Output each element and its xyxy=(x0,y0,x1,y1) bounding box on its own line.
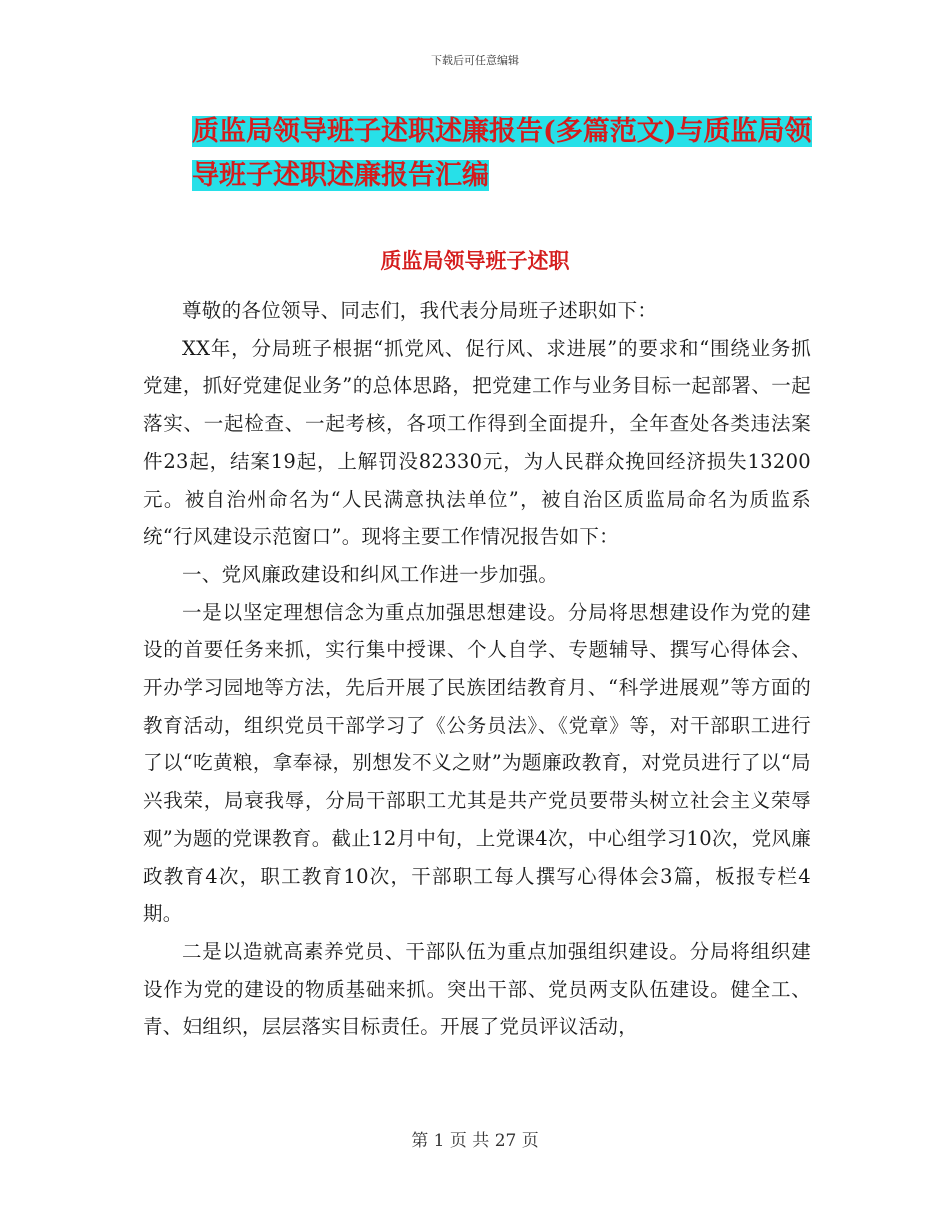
header-note: 下载后可任意编辑 xyxy=(431,54,519,67)
paragraph: 二是以造就高素养党员、干部队伍为重点加强组织建设。分局将组织建设作为党的建设的物质基础来抓。突出干部、党员两支队伍建设。健全工、青、妇组织，层层落实目标责任。开展了党员评议活动， xyxy=(143,939,811,1039)
section-title: 质监局领导班子述职 xyxy=(380,248,570,273)
paragraph: 一、党风廉政建设和纠风工作进一步加强。 xyxy=(182,562,559,586)
title-line-1: 质监局领导班子述职述廉报告(多篇范文)与质监局领 xyxy=(192,116,812,147)
paragraph: XX年，分局班子根据“抓党风、促行风、求进展”的要求和“围绕业务抓党建，抓好党建促业务”的总体思路，把党建工作与业务目标一起部署、一起落实、一起检查、一起考核，各项工作得到全面提升，全年查处各类违法案件23起，结案19起，上解罚没82330元，为人民群众挽回经济损失13200元。被自治州命名为“人民满意执法单位”，被自治区质监局命名为质监系统“行风建设示范窗口”。现将主要工作情况报告如下： xyxy=(143,336,811,549)
document-body xyxy=(143,292,811,1046)
page-number-footer: 第 1 页 共 27 页 xyxy=(411,1131,539,1151)
paragraph: 一是以坚定理想信念为重点加强思想建设。分局将思想建设作为党的建设的首要任务来抓，实行集中授课、个人自学、专题辅导、撰写心得体会、开办学习园地等方法，先后开展了民族团结教育月、“科学进展观”等方面的教育活动，组织党员干部学习了《公务员法》、《党章》等，对干部职工进行了以“吃黄粮，拿奉禄，别想发不义之财”为题廉政教育，对党员进行了以“局兴我荣，局衰我辱，分局干部职工尤其是共产党员要带头树立社会主义荣辱观”为题的党课教育。截止12月中旬，上党课4次，中心组学习10次，党风廉政教育4次，职工教育10次，干部职工每人撰写心得体会3篇，板报专栏4期。 xyxy=(143,600,811,926)
title-line-2: 导班子述职述廉报告汇编 xyxy=(192,160,489,191)
paragraph: 尊敬的各位领导、同志们，我代表分局班子述职如下： xyxy=(182,299,658,322)
document-title xyxy=(192,110,812,198)
